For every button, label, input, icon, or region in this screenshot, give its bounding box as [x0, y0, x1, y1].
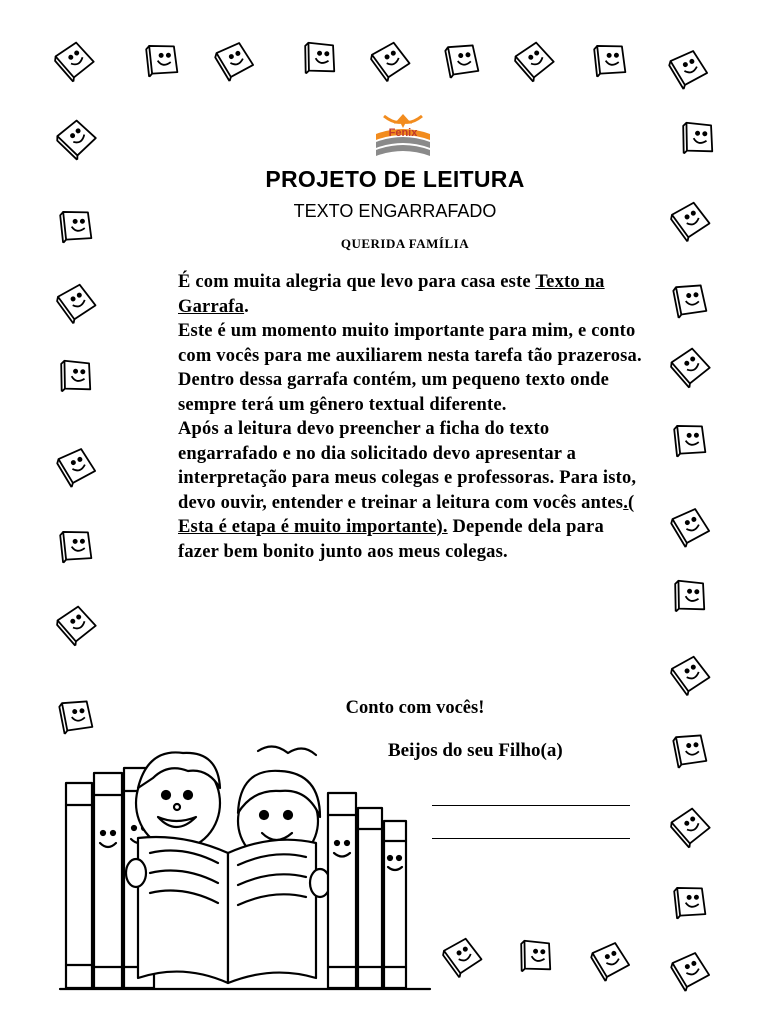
- smiling-book-icon: [136, 35, 191, 86]
- paragraph-4: [178, 417, 648, 564]
- smiling-book-icon: [584, 35, 639, 86]
- paragraph-4-end: Depende dela para fazer bem bonito junto aos meus colegas.: [178, 517, 604, 562]
- smiling-book-icon: [48, 110, 107, 166]
- smiling-book-icon: [51, 442, 103, 489]
- smiling-book-icon: [50, 277, 105, 328]
- smiling-book-icon: [437, 36, 489, 83]
- page-subtitle: TEXTO ENGARRAFADO: [293, 201, 497, 221]
- smiling-book-icon: [664, 415, 719, 466]
- children-reading-illustration: [58, 733, 438, 995]
- smiling-book-icon: [209, 36, 261, 83]
- paragraph-3: Dentro dessa garrafa contém, um pequeno texto onde sempre terá um gênero textual diferente.: [178, 370, 610, 415]
- smiling-book-icon: [47, 33, 104, 86]
- texto-na-garrafa-underlined: Texto na Garrafa: [178, 272, 605, 317]
- important-note-underlined: .( Esta é etapa é muito importante).: [178, 492, 635, 537]
- smiling-book-icon: [436, 931, 491, 982]
- smiling-book-icon: [663, 44, 715, 91]
- smiling-book-icon: [50, 521, 105, 572]
- smiling-book-icon: [663, 339, 720, 392]
- smiling-book-icon: [665, 946, 717, 993]
- page-title: PROJETO DE LEITURA: [265, 166, 525, 192]
- greeting: QUERIDA FAMÍLIA: [340, 236, 470, 251]
- smiling-book-icon: [507, 33, 564, 86]
- fenix-logo-icon: [372, 110, 434, 158]
- paragraph-1-text: É com muita alegria que levo para casa este: [178, 272, 536, 292]
- smiling-book-icon: [364, 35, 419, 86]
- paragraph-1-end: .: [244, 296, 249, 317]
- signature-line-2: [432, 838, 630, 839]
- paragraph-1: [178, 270, 648, 319]
- logo-text: Fenix: [388, 127, 418, 139]
- smiling-book-icon: [293, 31, 350, 84]
- smiling-book-icon: [585, 936, 637, 983]
- smiling-book-icon: [49, 349, 106, 402]
- paragraph-4-text: Após a leitura devo preencher a ficha do texto engarrafado e no dia solicitado devo apresentar a interpretação para meus colegas e professoras. Para isto, devo ouvir, entender e treinar a leitura com vocês antes: [178, 419, 637, 513]
- smiling-book-icon: [663, 799, 720, 852]
- signoff: Beijos do seu Filho(a): [388, 740, 563, 761]
- signature-line-1: [432, 805, 630, 806]
- paragraph-2: Este é um momento muito importante para mim, e conto com vocês para me auxiliarem nesta tarefa tão prazerosa.: [178, 321, 642, 366]
- smiling-book-icon: [509, 929, 566, 982]
- letter-body: [178, 270, 648, 564]
- closing-line: Conto com vocês!: [345, 698, 485, 718]
- smiling-book-icon: [50, 201, 105, 252]
- smiling-book-icon: [664, 877, 719, 928]
- smiling-book-icon: [665, 726, 717, 773]
- smiling-book-icon: [664, 649, 719, 700]
- smiling-book-icon: [49, 597, 106, 650]
- smiling-book-icon: [665, 502, 717, 549]
- smiling-book-icon: [671, 111, 728, 164]
- smiling-book-icon: [663, 569, 720, 622]
- smiling-book-icon: [665, 276, 717, 323]
- smiling-book-icon: [664, 195, 719, 246]
